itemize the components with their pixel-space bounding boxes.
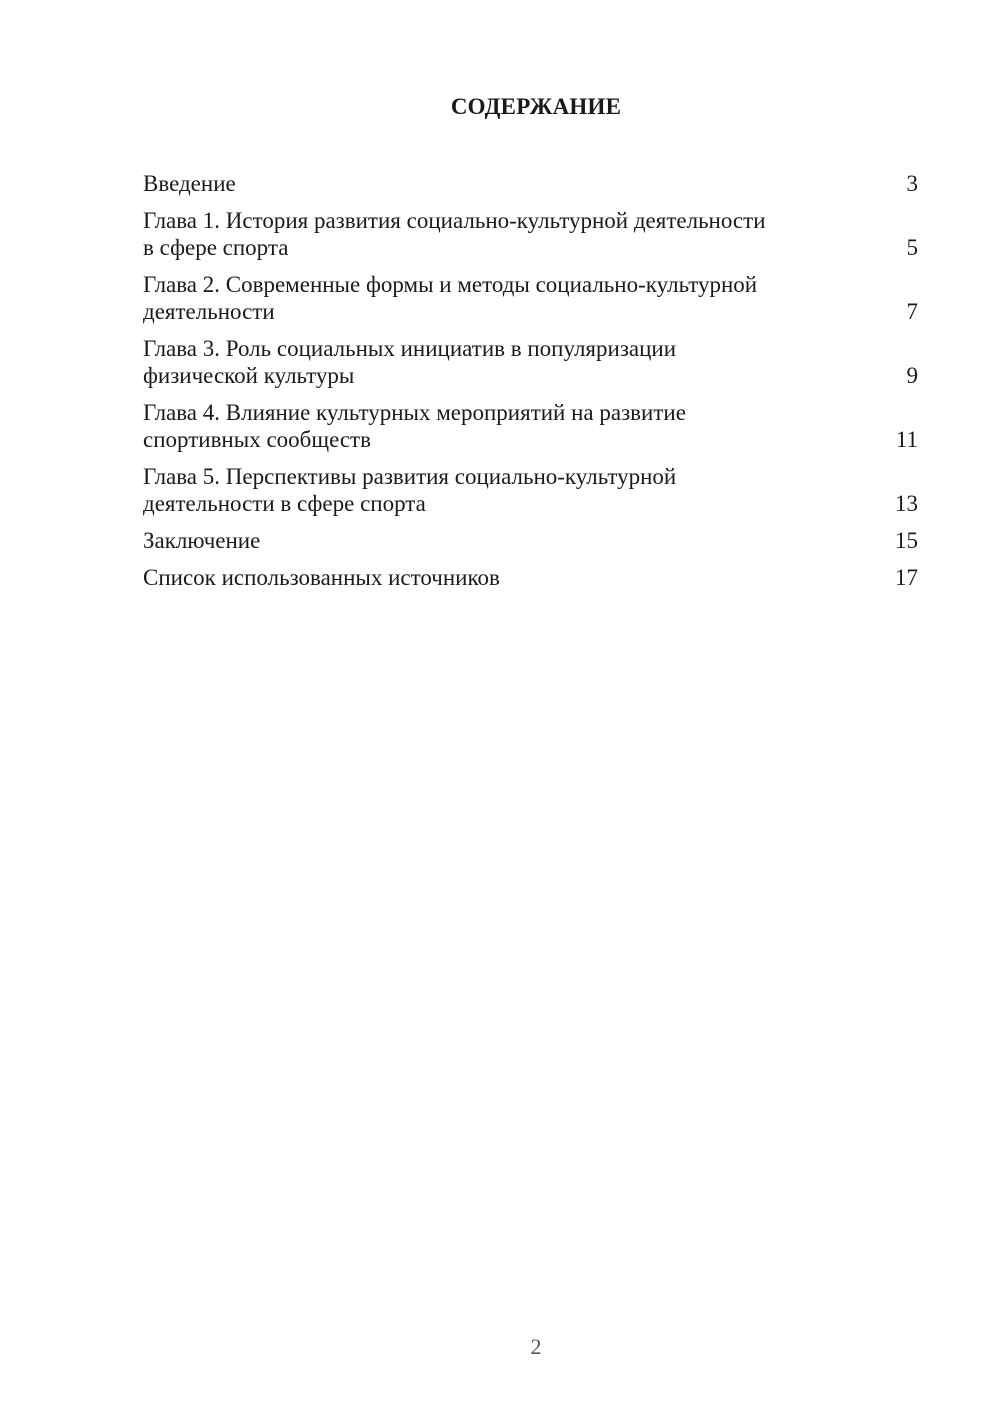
toc-entry-text: Глава 4. Влияние культурных мероприятий на развитие спортивных сообществ: [143, 400, 686, 452]
toc-entry-chapter-3: [143, 335, 918, 389]
toc-entry-page: 13: [895, 491, 918, 516]
page-number: 2: [530, 1334, 542, 1359]
toc-entry-conclusion: [143, 527, 918, 554]
toc-entry-text: Глава 1. История развития социально-культурной деятельности в сфере спорта: [143, 208, 766, 260]
toc-entry-page: 9: [906, 363, 918, 388]
page-title: СОДЕРЖАНИЕ: [450, 94, 622, 119]
toc-entry-text: Глава 2. Современные формы и методы социально-культурной деятельности: [143, 272, 758, 324]
toc-entry-page: 5: [906, 235, 918, 260]
toc-entry-page: 15: [895, 528, 918, 553]
toc-entry-chapter-2: [143, 271, 918, 325]
toc-entry-chapter-1: [143, 207, 918, 261]
table-of-contents: [143, 170, 918, 601]
toc-entry-introduction: [143, 170, 918, 197]
toc-entry-chapter-5: [143, 463, 918, 517]
toc-entry-text: Список использованных источников: [143, 565, 500, 590]
toc-entry-text: Заключение: [143, 528, 261, 553]
toc-entry-text: Глава 3. Роль социальных инициатив в популяризации физической культуры: [143, 336, 677, 388]
toc-entry-chapter-4: [143, 399, 918, 453]
toc-entry-text: Глава 5. Перспективы развития социально-культурной деятельности в сфере спорта: [143, 464, 677, 516]
toc-entry-page: 7: [906, 299, 918, 324]
toc-entry-page: 17: [895, 565, 918, 590]
toc-entry-references: [143, 564, 918, 591]
toc-entry-text: Введение: [143, 171, 236, 196]
toc-entry-page: 11: [895, 427, 918, 452]
toc-entry-page: 3: [906, 171, 918, 196]
